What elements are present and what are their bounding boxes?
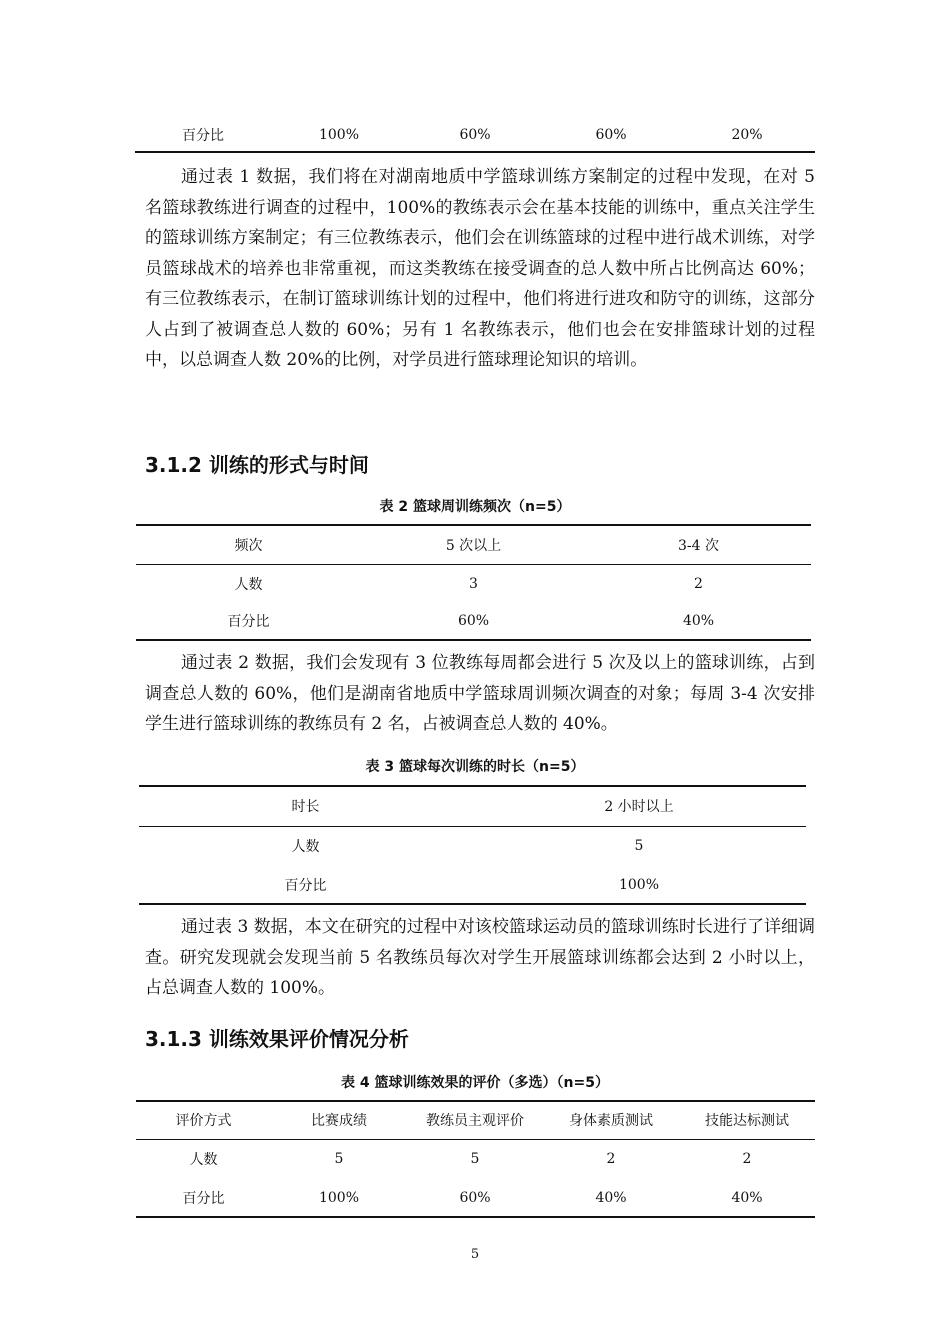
table-row <box>135 118 815 152</box>
table-header-cell: 技能达标测试 <box>705 1113 789 1130</box>
table-header-cell: 教练员主观评价 <box>426 1113 524 1130</box>
table-header-cell: 5 次以上 <box>445 537 502 554</box>
table-cell: 40% <box>731 1189 763 1206</box>
table-3 <box>139 785 806 905</box>
table-row <box>136 1139 815 1179</box>
table-header-cell: 2 小时以上 <box>604 799 674 816</box>
table-header-row <box>139 786 806 826</box>
table-cell: 百分比 <box>284 877 327 894</box>
table-cell: 百分比 <box>227 614 270 630</box>
table-2 <box>136 524 811 641</box>
table-cell: 60% <box>459 1189 491 1206</box>
table-cell: 60% <box>457 613 490 629</box>
table-cell: 100% <box>618 876 660 893</box>
table-cell: 2 <box>606 1151 616 1168</box>
table-3-caption: 表 3 篮球每次训练的时长（n=5） <box>365 759 585 775</box>
table-cell: 60% <box>595 126 627 143</box>
table-header-row <box>136 525 811 564</box>
table-row <box>136 564 811 603</box>
table-cell: 40% <box>682 613 715 629</box>
table-cell: 人数 <box>291 839 320 856</box>
table-header-cell: 身体素质测试 <box>569 1113 653 1130</box>
table-row <box>136 1179 815 1217</box>
table-2-caption: 表 2 篮球周训练频次（n=5） <box>379 499 571 515</box>
table-header-cell: 时长 <box>291 799 320 816</box>
section-heading-3-1-2: 3.1.2 训练的形式与时间 <box>145 453 369 477</box>
table-cell: 2 <box>694 575 703 592</box>
paragraph-table-1-analysis: 通过表 1 数据，我们将在对湖南地质中学篮球训练方案制定的过程中发现，在对 5 名篮球教练进行调查的过程中，100%的教练表示会在基本技能的训练中，重点关注学生的篮球训练方案制定；有三位教练表示，他们会在训练篮球的过程中进行战术训练，对学员篮球战术的培养也非常重视，而这类教练在接受调查的总人数中所占比例高达 60%；有三位教练表示，在制订篮球训练计划的过程中，他们将进行进攻和防守的训练，这部分人占到了被调查总人数的 60%；另有 1 名教练表示，他们也会在安排篮球计划的过程中，以总调查人数 20%的比例，对学员进行篮球理论知识的培训。 <box>145 167 815 370</box>
table-header-cell: 3-4 次 <box>678 537 719 554</box>
table-row <box>139 826 806 866</box>
table-row <box>136 603 811 640</box>
table-cell: 3 <box>469 575 478 592</box>
table-cell: 60% <box>459 126 491 143</box>
table-4-caption: 表 4 篮球训练效果的评价（多选）（n=5） <box>341 1075 609 1091</box>
table-header-cell: 比赛成绩 <box>311 1113 367 1130</box>
paragraph-table-3-analysis: 通过表 3 数据，本文在研究的过程中对该校篮球运动员的篮球训练时长进行了详细调查。研究发现就会发现当前 5 名教练员每次对学生开展篮球训练都会达到 2 小时以上，占总调查人数的 100%。 <box>145 917 815 998</box>
table-cell: 人数 <box>189 1152 218 1169</box>
table-cell: 百分比 <box>182 1190 225 1207</box>
table-row <box>139 866 806 904</box>
table-cell: 100% <box>318 1189 360 1206</box>
table-header-cell: 频次 <box>234 537 263 554</box>
table-header-cell: 评价方式 <box>175 1113 232 1130</box>
table-header-row <box>136 1101 815 1139</box>
paragraph-table-2-analysis: 通过表 2 数据，我们会发现有 3 位教练每周都会进行 5 次及以上的篮球训练，占到调查总人数的 60%，他们是湖南省地质中学篮球周训频次调查的对象；每周 3-4 次安排学生进行篮球训练的教练员有 2 名，占被调查总人数的 40%。 <box>145 653 815 734</box>
table-cell: 人数 <box>234 576 263 593</box>
section-heading-3-1-3: 3.1.3 训练效果评价情况分析 <box>145 1027 409 1051</box>
table-4 <box>136 1100 815 1218</box>
table-cell: 5 <box>334 1151 344 1168</box>
table-cell: 20% <box>731 126 763 143</box>
table-cell: 5 <box>470 1151 480 1168</box>
table-cell: 100% <box>318 126 360 143</box>
page-number: 5 <box>470 1247 480 1262</box>
table-cell: 百分比 <box>182 127 224 144</box>
table-1-tail <box>135 118 815 153</box>
table-cell: 2 <box>742 1151 752 1168</box>
table-cell: 40% <box>595 1189 627 1206</box>
table-cell: 5 <box>634 838 644 855</box>
